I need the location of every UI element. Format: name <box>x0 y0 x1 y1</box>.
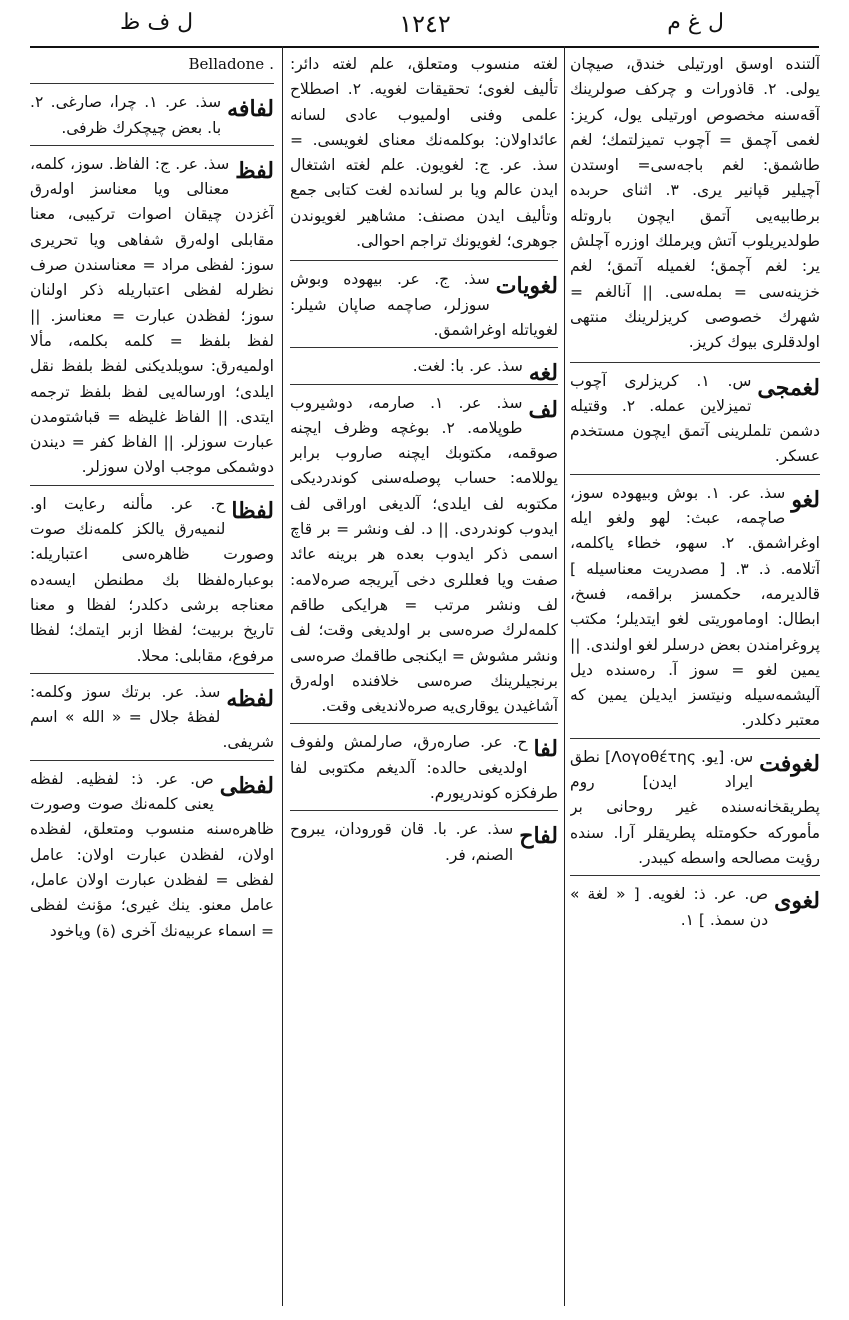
dictionary-entry <box>290 730 558 811</box>
entry-text-period: . <box>269 55 274 73</box>
entry-text: سذ. عر. با: لغت. <box>412 357 523 376</box>
entry-headword: لفظا <box>231 497 274 524</box>
entry-text: سذ. عر. ١. چرا، صارغی. ٢. با. بعض چیچكرك ظرفی. <box>30 93 222 137</box>
dictionary-entry <box>570 481 820 739</box>
entry-headword: لفظ <box>235 157 274 184</box>
dictionary-entry <box>30 680 274 761</box>
entry-headword: لغوی <box>774 888 820 915</box>
entry-headword: لف <box>528 396 558 423</box>
page-number: ١٢٤٢ <box>399 10 451 38</box>
column-left <box>30 52 274 1306</box>
entry-text: س. [یو. Λογοθέτης] نطق ایراد ایدن] روم پطریقخانه‌سنده غیر روحانی بر مأموركه حكومتله پطریقلر آرا. سنده رؤیت مصالحه واسطه كیبدر. <box>570 747 820 867</box>
entry-headword: لفظی <box>219 772 274 799</box>
entry-text: لغته منسوب ومتعلق، علم لغته دائر: تألیف لغوی؛ تحقیقات لغویه. ٢. اصطلاح علمی وفنی اولمیوب عادی لسانه عائداولان: بوكلمەنك معنای لغویسی. = سذ. عر. ج: لغویون. علم لغته اشتغال ایدن عالم ویا بر لسانده لغت كتابی جمع وتألیف ایدن مصنف: مشاهیر لغویوندن جوهری؛ لغویونك تراجم احوالی. <box>290 55 558 251</box>
entry-headword: لفظه <box>226 685 274 712</box>
header-left-guide-letters: ل ف ظ <box>120 10 194 35</box>
entry-text: ص. عر. ذ: لفظیه. لفظه یعنی كلمەنك صوت وصورت ظاهرەسنه منسوب ومتعلق، لفظده اولان، لفظدن عبارت اولان: عامل لفظی = لفظدن عبارت اولان عامل، عامل معنو. ینك غیری؛ مؤنث لفظی = اسماء عربیەنك آخری (ة) ویاخود <box>30 769 274 940</box>
entry-text: سذ. عر. با. قان قورودان، یبروح الصنم، فر. <box>290 820 514 864</box>
dictionary-entry <box>570 369 820 475</box>
column-divider-right <box>564 46 565 1306</box>
dictionary-entry <box>30 492 274 674</box>
page-header <box>0 0 849 46</box>
column-middle <box>290 52 558 1306</box>
entry-headword: لغه <box>528 360 558 387</box>
entry-headword: لفا <box>533 736 558 763</box>
entry-text: سذ. ج. عر. بیهوده وبوش سوزلر، صاچمه صاپان شیلر: لغویاتله اوغراشمق. <box>290 270 558 339</box>
dictionary-entry <box>290 817 558 872</box>
entry-text: آلتنده اوسق اورتیلی خندق، صیچان یولی. ٢. قاذورات و چركف صولرینك آقه‌سنه مخصوص اورتیلی یول، كریز: لغمی آچمق = آچوب تمیزلتمك؛ لغم طاشمق: لغم باجه‌سی= اوستدن آچیلیر قپانیر یری. ٣. اثنای حربده برطابیه‌یی آتمق ایچون باروتله طولدیریلوب آتش ویرملك اوزره آچلش یر: لغم آچمق؛ لغمیله آتمق؛ لغم خزینه‌سی = بملەسی. || آنالغم = شهرك خصوصی كریزلرینك منتهی اولدقلری بیوك كریز. <box>570 55 820 352</box>
dictionary-entry <box>570 882 820 937</box>
dictionary-entry <box>570 745 820 876</box>
entry-text: ص. عر. ذ: لغویه. [ « لغة » دن سمذ. ] ١. <box>570 885 769 929</box>
entry-latin-term: Belladone <box>188 55 265 73</box>
dictionary-entry <box>290 52 558 261</box>
entry-headword: لغوفت <box>759 750 820 777</box>
entry-headword: لغو <box>791 486 820 513</box>
dictionary-entry <box>290 354 558 387</box>
entry-headword: لفافه <box>227 96 274 123</box>
entry-headword: لغمجی <box>757 374 820 401</box>
dictionary-entry <box>570 52 820 363</box>
entry-text: ح. عر. مألنه رعایت او. لنمیەرق یالكز كلمەنك صوت وصورت ظاهرەسی اعتباریله: بوعبارەلفظا بك مطنطن ایسەده معناجه برشی دكلدر؛ لفظا و معنا تاریخ بربیت؛ لفظا ازبر ایتمك؛ لفظا مرفوع، مقابلی: محلا. <box>30 494 274 665</box>
dictionary-entry <box>30 90 274 146</box>
dictionary-entry <box>30 152 274 486</box>
dictionary-entry <box>30 52 274 84</box>
header-rule <box>30 46 819 48</box>
column-right <box>570 52 820 1306</box>
entry-headword: لفاح <box>519 823 558 850</box>
entry-text: سذ. عر. ١. بوش وبیهوده سوز، صاچمه، عبث: لهو ولغو ایله اوغراشمق. ٢. سهو، خطاء یاكلمه، آتلامه. ذ. ٣. [ مصدریت معناسیله ] قالدیرمه، حكمسز براقمه، فسخ، ابطال: اوماموریتی لغو ایتدیلر؛ مكتب پروغرامندن بعض درسلر لغو اولندی. || یمین لغو = سوز آ. رەسنده دیل آلیشمه‌سیله ونیتسز ایدیلن یمین كه معتبر دكلدر. <box>570 483 820 730</box>
header-right-guide-letters: ل غ م <box>667 10 724 35</box>
entry-text: سذ. عر. ج: الفاظ. سوز، كلمه، معنالی ویا معناسز اولەرق آغزدن چیقان اصوات تركیبی، معنا مقابلی اولەرق شفاهی ویا تحریری سوز: لفظی مراد = معناسندن صرف نظرله لفظی اعتباریله ذكر اولنان سوز؛ لفظدن عبارت = معناسز. || لفظ بلفظ = كلمه بكلمه، مألا اولمیەرق: سویلدیكنی لفظ بلفظ نقل ایلدی؛ اورساله‌یی لفظ بلفظ ترجمه ایتدی. || الفاظ غلیظه = قباشتومدن عبارت سوزلر. || الفاظ كفر = دیندن دوشمكی موجب اولان سوزلر. <box>30 154 274 477</box>
entry-text: ح. عر. صارەرق، صارلمش ولفوف اولدیغی حالده: آلدیغم مكتوبی لفا طرفكزه كوندریورم. <box>290 733 558 803</box>
entry-headword: لغویات <box>495 273 558 300</box>
entry-text: سذ. عر. برتك سوز وكلمه: لفظۀ جلال = « الله » اسم شریفی. <box>30 682 274 752</box>
column-divider-left <box>282 46 283 1306</box>
dictionary-entry <box>290 391 558 725</box>
dictionary-entry <box>30 767 274 948</box>
dictionary-entry <box>290 267 558 348</box>
entry-text: سذ. عر. ١. صارمه، دوشیروب طوپلامه. ٢. بوغچه وظرف ایچنه صوقمه، مكتوبك ایچنه صاروب برابر یوللامه: حساب پوصله‌سنی كوندردیكی مكتوبه لف ایلدی؛ آلدیغی اوراقی لف ایدوب كوندردی. || د. لف ونشر = بر قاچ اسمی ذكر ایدوب بعده هر برینه عائد صفت ویا فعللری دخی آیریجه صرەلامه: لف ونشر مرتب = هرایكی طاقم كلمەلرك صرەسی بر اولدیغی وقت؛ لف ونشر مشوش = ایكنجی طاقمك صرەسی برنجیلرینك صرەسی خلافنده اولەرق آشاغیدن یوقاری‌یه صرەلاندیغی وقت. <box>290 393 558 716</box>
entry-text: س. ١. كریزلری آچوب تمیزلاین عمله. ٢. وقتیله دشمن تلملرینی آتمق ایچون مستخدم عسكر. <box>570 371 820 466</box>
